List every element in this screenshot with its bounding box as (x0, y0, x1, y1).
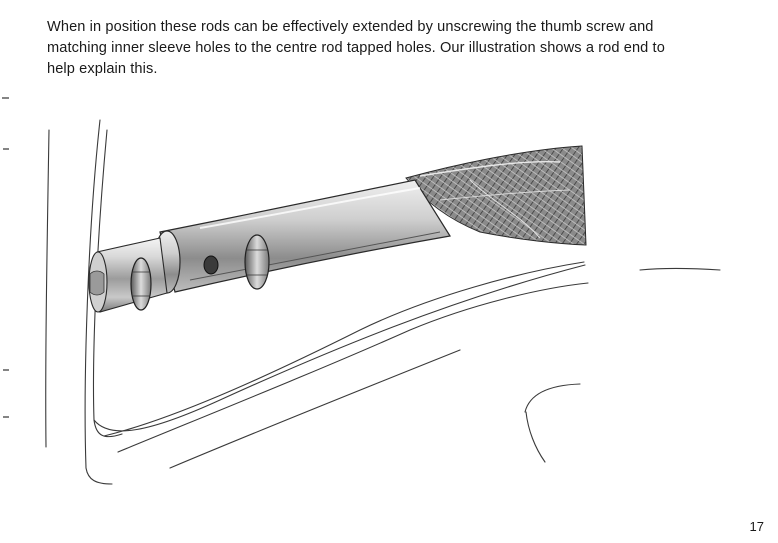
inner-rod (89, 238, 167, 312)
intro-line-3: help explain this. (47, 61, 158, 77)
thumb-screw-right (245, 235, 269, 289)
tapped-hole (204, 256, 218, 274)
page-number: 17 (749, 519, 764, 534)
intro-line-2: matching inner sleeve holes to the centre rod tapped holes. Our illustration shows a rod end to (47, 40, 665, 56)
thumb-screw-left (131, 258, 151, 310)
outer-sleeve (154, 180, 450, 293)
intro-line-1: When in position these rods can be effectively extended by unscrewing the thumb screw and (47, 19, 654, 35)
margin-ticks (2, 98, 9, 417)
